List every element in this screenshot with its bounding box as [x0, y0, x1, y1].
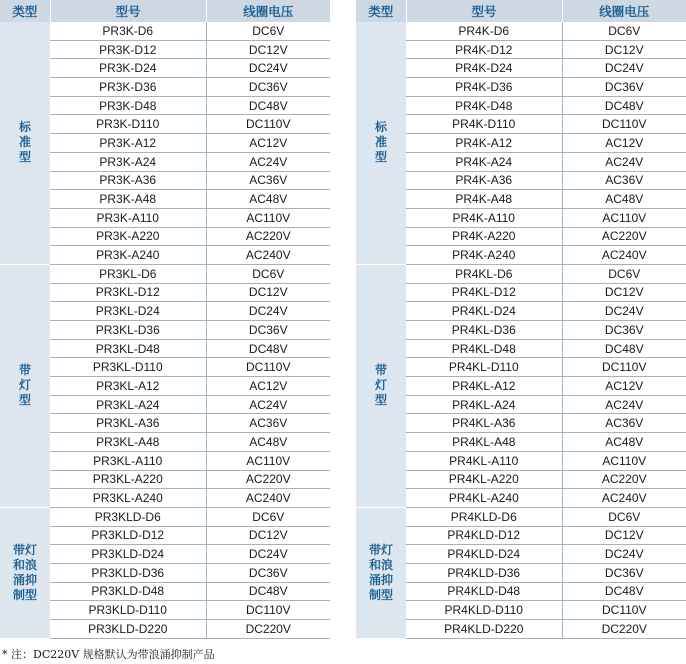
coil-voltage-cell: DC48V [206, 339, 330, 358]
model-cell: PR4K-D36 [406, 78, 562, 97]
model-cell: PR3KL-D12 [50, 283, 206, 302]
coil-voltage-cell: DC6V [562, 507, 686, 526]
model-cell: PR3KLD-D110 [50, 601, 206, 620]
coil-voltage-cell: DC48V [206, 96, 330, 115]
model-cell: PR3KL-D24 [50, 302, 206, 321]
model-cell: PR3K-A48 [50, 190, 206, 209]
coil-voltage-cell: DC12V [562, 526, 686, 545]
model-cell: PR4K-D110 [406, 115, 562, 134]
model-cell: PR4K-D6 [406, 22, 562, 40]
table-row [0, 171, 330, 190]
table-row [356, 433, 686, 452]
table-row [356, 302, 686, 321]
model-cell: PR4K-A24 [406, 152, 562, 171]
coil-voltage-cell: AC24V [206, 395, 330, 414]
model-cell: PR4KLD-D220 [406, 620, 562, 639]
model-cell: PR4KLD-D24 [406, 545, 562, 564]
coil-voltage-cell: DC110V [206, 358, 330, 377]
model-cell: PR4K-A220 [406, 227, 562, 246]
coil-voltage-cell: DC24V [206, 59, 330, 78]
model-cell: PR4KLD-D110 [406, 601, 562, 620]
table-row [356, 563, 686, 582]
model-cell: PR3KLD-D12 [50, 526, 206, 545]
table-row [0, 78, 330, 97]
table-row [0, 246, 330, 265]
table-row [0, 377, 330, 396]
coil-voltage-cell: AC220V [206, 227, 330, 246]
model-cell: PR4KL-A110 [406, 451, 562, 470]
table-row [356, 96, 686, 115]
model-cell: PR4KL-D12 [406, 283, 562, 302]
table-row [356, 115, 686, 134]
table-row [356, 489, 686, 508]
coil-voltage-cell: DC48V [562, 339, 686, 358]
model-cell: PR4KL-D48 [406, 339, 562, 358]
category-cell: 带 灯 型 [356, 264, 406, 507]
table-row [0, 22, 330, 40]
model-cell: PR3KL-A240 [50, 489, 206, 508]
table-row [356, 227, 686, 246]
coil-voltage-cell: DC6V [206, 507, 330, 526]
model-cell: PR3KLD-D36 [50, 563, 206, 582]
model-cell: PR3K-A36 [50, 171, 206, 190]
model-cell: PR3K-D24 [50, 59, 206, 78]
coil-voltage-cell: DC24V [206, 545, 330, 564]
model-cell: PR4K-A36 [406, 171, 562, 190]
model-cell: PR4KL-A220 [406, 470, 562, 489]
coil-voltage-cell: AC220V [562, 470, 686, 489]
coil-voltage-cell: DC110V [206, 601, 330, 620]
model-cell: PR3KL-D6 [50, 264, 206, 283]
coil-voltage-cell: AC240V [562, 246, 686, 265]
coil-voltage-cell: AC12V [562, 377, 686, 396]
table-row [0, 190, 330, 209]
coil-voltage-cell: DC36V [562, 78, 686, 97]
model-cell: PR3KLD-D6 [50, 507, 206, 526]
table-row [0, 339, 330, 358]
coil-voltage-cell: DC12V [206, 40, 330, 59]
coil-voltage-cell: DC24V [206, 302, 330, 321]
coil-voltage-cell: AC240V [562, 489, 686, 508]
table-row [0, 321, 330, 340]
table-row [0, 152, 330, 171]
coil-voltage-cell: DC220V [562, 620, 686, 639]
coil-voltage-cell: AC36V [206, 171, 330, 190]
model-cell: PR3K-A220 [50, 227, 206, 246]
model-cell: PR3KL-D110 [50, 358, 206, 377]
header-type: 类型 [0, 0, 50, 22]
table-row [356, 470, 686, 489]
model-cell: PR4KL-D110 [406, 358, 562, 377]
coil-voltage-cell: DC110V [206, 115, 330, 134]
category-cell: 标 准 型 [0, 22, 50, 264]
model-cell: PR3KL-A220 [50, 470, 206, 489]
model-cell: PR3KL-D36 [50, 321, 206, 340]
coil-voltage-cell: AC48V [206, 190, 330, 209]
table-row [356, 190, 686, 209]
header-model: 型号 [50, 0, 206, 22]
table-row [356, 283, 686, 302]
coil-voltage-cell: AC12V [206, 134, 330, 153]
coil-voltage-cell: AC48V [562, 190, 686, 209]
table-row [356, 451, 686, 470]
category-cell: 标 准 型 [356, 22, 406, 264]
model-cell: PR4K-A48 [406, 190, 562, 209]
table-row [0, 582, 330, 601]
table-row [0, 59, 330, 78]
table-row [0, 264, 330, 283]
model-cell: PR4KL-D6 [406, 264, 562, 283]
table-row [356, 358, 686, 377]
relay-spec-table-pr3k [0, 0, 330, 639]
table-row [0, 489, 330, 508]
coil-voltage-cell: AC240V [206, 489, 330, 508]
table-row [356, 321, 686, 340]
model-cell: PR4KL-D36 [406, 321, 562, 340]
table-row [356, 339, 686, 358]
coil-voltage-cell: DC48V [206, 582, 330, 601]
model-cell: PR4KL-A240 [406, 489, 562, 508]
model-cell: PR4KLD-D36 [406, 563, 562, 582]
model-cell: PR4KL-D24 [406, 302, 562, 321]
relay-spec-table-pr4k [356, 0, 686, 639]
coil-voltage-cell: DC12V [206, 283, 330, 302]
coil-voltage-cell: AC36V [562, 171, 686, 190]
coil-voltage-cell: DC6V [562, 22, 686, 40]
model-cell: PR3K-D6 [50, 22, 206, 40]
footnote: * 注：DC220V 规格默认为带浪涌抑制产品 [2, 648, 215, 661]
table-row [356, 601, 686, 620]
model-cell: PR4KL-A24 [406, 395, 562, 414]
header-row [356, 0, 686, 22]
model-cell: PR4KLD-D48 [406, 582, 562, 601]
coil-voltage-cell: AC110V [206, 208, 330, 227]
table-body [356, 22, 686, 638]
table-row [0, 526, 330, 545]
model-cell: PR4KL-A36 [406, 414, 562, 433]
coil-voltage-cell: AC220V [206, 470, 330, 489]
table-row [356, 545, 686, 564]
table-row [0, 395, 330, 414]
model-cell: PR3K-A110 [50, 208, 206, 227]
table-row [0, 545, 330, 564]
coil-voltage-cell: AC110V [206, 451, 330, 470]
model-cell: PR3KLD-D24 [50, 545, 206, 564]
table-body [0, 22, 330, 638]
coil-voltage-cell: DC24V [562, 59, 686, 78]
table-row [356, 526, 686, 545]
table-row [0, 563, 330, 582]
category-cell: 带灯 和浪 涌抑 制型 [356, 507, 406, 638]
coil-voltage-cell: DC220V [206, 620, 330, 639]
coil-voltage-cell: AC36V [562, 414, 686, 433]
coil-voltage-cell: DC12V [206, 526, 330, 545]
table-row [0, 470, 330, 489]
model-cell: PR4KLD-D6 [406, 507, 562, 526]
coil-voltage-cell: DC24V [562, 302, 686, 321]
coil-voltage-cell: AC240V [206, 246, 330, 265]
table-row [356, 414, 686, 433]
coil-voltage-cell: AC110V [562, 208, 686, 227]
coil-voltage-cell: AC24V [562, 395, 686, 414]
table-row [0, 358, 330, 377]
coil-voltage-cell: DC36V [206, 321, 330, 340]
coil-voltage-cell: DC6V [206, 22, 330, 40]
model-cell: PR4K-A12 [406, 134, 562, 153]
coil-voltage-cell: AC220V [562, 227, 686, 246]
model-cell: PR3K-D110 [50, 115, 206, 134]
table-row [356, 40, 686, 59]
model-cell: PR4KLD-D12 [406, 526, 562, 545]
table-row [356, 171, 686, 190]
model-cell: PR4KL-A48 [406, 433, 562, 452]
coil-voltage-cell: DC12V [562, 40, 686, 59]
header-row [0, 0, 330, 22]
coil-voltage-cell: DC36V [562, 563, 686, 582]
model-cell: PR3KL-A36 [50, 414, 206, 433]
coil-voltage-cell: AC24V [206, 152, 330, 171]
model-cell: PR4K-D48 [406, 96, 562, 115]
table-row [356, 507, 686, 526]
table-row [0, 601, 330, 620]
model-cell: PR3K-D36 [50, 78, 206, 97]
coil-voltage-cell: AC48V [206, 433, 330, 452]
table-row [0, 227, 330, 246]
model-cell: PR3KL-A48 [50, 433, 206, 452]
coil-voltage-cell: DC6V [562, 264, 686, 283]
table-row [356, 22, 686, 40]
table-row [356, 620, 686, 639]
coil-voltage-cell: DC24V [562, 545, 686, 564]
model-cell: PR4K-A110 [406, 208, 562, 227]
table-row [0, 115, 330, 134]
table-row [0, 451, 330, 470]
table-row [0, 96, 330, 115]
model-cell: PR3K-A240 [50, 246, 206, 265]
coil-voltage-cell: DC6V [206, 264, 330, 283]
table-row [0, 433, 330, 452]
table-row [356, 377, 686, 396]
category-cell: 带灯 和浪 涌抑 制型 [0, 507, 50, 638]
model-cell: PR3K-D12 [50, 40, 206, 59]
table-row [356, 78, 686, 97]
table-row [356, 59, 686, 78]
table-row [356, 246, 686, 265]
header-model: 型号 [406, 0, 562, 22]
coil-voltage-cell: AC48V [562, 433, 686, 452]
table-row [0, 507, 330, 526]
coil-voltage-cell: DC36V [206, 563, 330, 582]
coil-voltage-cell: DC48V [562, 96, 686, 115]
table-row [356, 395, 686, 414]
coil-voltage-cell: DC110V [562, 358, 686, 377]
table-row [0, 414, 330, 433]
table-row [0, 283, 330, 302]
coil-voltage-cell: DC12V [562, 283, 686, 302]
model-cell: PR3KL-D48 [50, 339, 206, 358]
coil-voltage-cell: DC110V [562, 601, 686, 620]
coil-voltage-cell: DC36V [562, 321, 686, 340]
model-cell: PR3K-A12 [50, 134, 206, 153]
coil-voltage-cell: AC12V [562, 134, 686, 153]
model-cell: PR4K-D24 [406, 59, 562, 78]
table-header [356, 0, 686, 22]
table-row [0, 620, 330, 639]
table-row [356, 582, 686, 601]
coil-voltage-cell: DC110V [562, 115, 686, 134]
header-coil-voltage: 线圈电压 [562, 0, 686, 22]
model-cell: PR4KL-A12 [406, 377, 562, 396]
table-row [0, 302, 330, 321]
coil-voltage-cell: DC36V [206, 78, 330, 97]
model-cell: PR3KLD-D48 [50, 582, 206, 601]
model-cell: PR3KL-A110 [50, 451, 206, 470]
coil-voltage-cell: AC36V [206, 414, 330, 433]
table-row [356, 208, 686, 227]
table-row [0, 208, 330, 227]
table-row [356, 134, 686, 153]
model-cell: PR3KL-A12 [50, 377, 206, 396]
model-cell: PR3K-A24 [50, 152, 206, 171]
coil-voltage-cell: AC12V [206, 377, 330, 396]
table-row [356, 264, 686, 283]
coil-voltage-cell: AC110V [562, 451, 686, 470]
coil-voltage-cell: DC48V [562, 582, 686, 601]
model-cell: PR3KLD-D220 [50, 620, 206, 639]
table-row [356, 152, 686, 171]
table-header [0, 0, 330, 22]
model-cell: PR3KL-A24 [50, 395, 206, 414]
category-cell: 带 灯 型 [0, 264, 50, 507]
header-coil-voltage: 线圈电压 [206, 0, 330, 22]
table-row [0, 134, 330, 153]
model-cell: PR4K-A240 [406, 246, 562, 265]
coil-voltage-cell: AC24V [562, 152, 686, 171]
model-cell: PR3K-D48 [50, 96, 206, 115]
table-row [0, 40, 330, 59]
model-cell: PR4K-D12 [406, 40, 562, 59]
header-type: 类型 [356, 0, 406, 22]
